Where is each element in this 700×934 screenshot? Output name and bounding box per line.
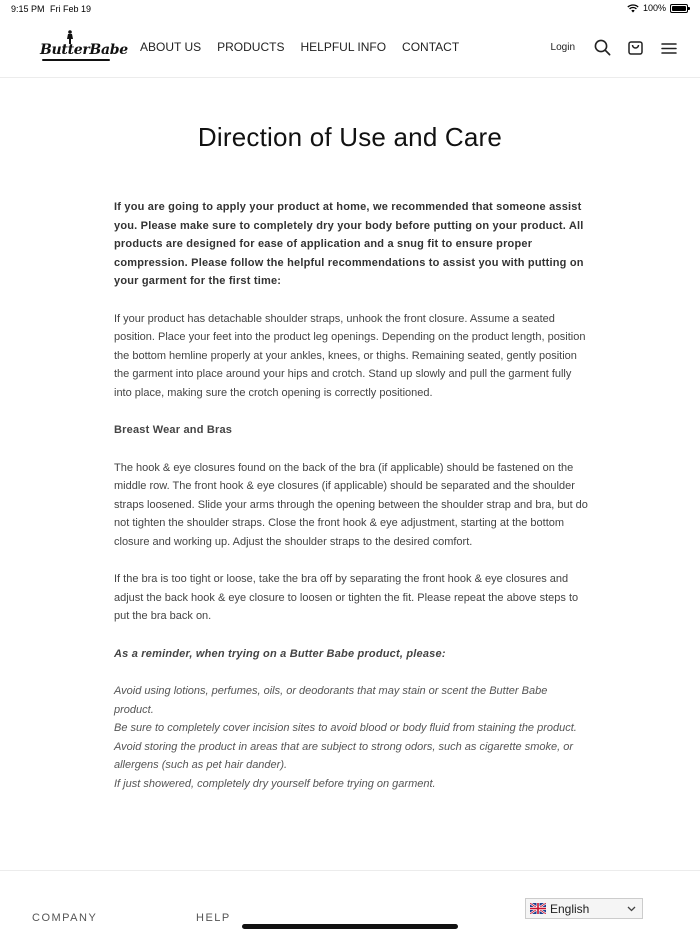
reminder-item: Be sure to completely cover incision sites to avoid blood or body fluid from staining the product.	[114, 722, 577, 734]
header-actions	[551, 38, 678, 57]
menu-icon[interactable]	[659, 38, 678, 57]
logo-text: ButterBabe	[40, 42, 128, 58]
status-date: Fri Feb 19	[50, 4, 92, 14]
nav-about-us[interactable]: ABOUT US	[140, 40, 202, 54]
nav-helpful-info[interactable]: HELPFUL INFO	[300, 40, 387, 54]
status-time: 9:15 PM	[11, 4, 45, 14]
chevron-down-icon	[627, 906, 636, 912]
wifi-icon	[627, 4, 639, 13]
cart-icon[interactable]	[626, 38, 645, 57]
reminder-item: If just showered, completely dry yourself before trying on garment.	[114, 777, 436, 790]
language-selector[interactable]	[525, 898, 643, 919]
reminder-item: Avoid using lotions, perfumes, oils, or deodorants that may stain or scent the Butter Babe product.	[114, 685, 548, 716]
home-indicator[interactable]	[242, 924, 458, 929]
site-header	[0, 18, 700, 78]
page-title: Direction of Use and Care	[197, 122, 503, 152]
page-content	[114, 198, 588, 793]
reminder-item: Avoid storing the product in areas that are subject to strong odors, such as cigarette smoke, or allergens (such as pet hair dander).	[114, 740, 573, 771]
login-link[interactable]: Login	[550, 42, 575, 53]
nav-products[interactable]: PRODUCTS	[217, 40, 285, 54]
uk-flag-icon	[530, 903, 546, 914]
paragraph-1: If your product has detachable shoulder straps, unhook the front closure. Assume a seated position. Place your feet into the product leg openings. Depending on the product length, position the bottom hemline properly at your ankles, knees, or thighs. Remaining seated, gently position the garment into place around your hips and crotch. Stand up slowly and pull the garment fully into place, making sure the crotch opening is correctly positioned.	[114, 312, 586, 399]
status-bar	[0, 0, 700, 18]
footer-divider	[0, 870, 700, 871]
footer-heading-company: COMPANY	[32, 912, 98, 922]
reminder-list	[114, 682, 588, 793]
logo[interactable]	[40, 28, 128, 64]
paragraph-3: If the bra is too tight or loose, take the bra off by separating the front hook & eye closures and adjust the back hook & eye closure to loosen or tighten the fit. Please repeat the above steps to put the bra back on.	[114, 573, 579, 622]
nav-contact[interactable]: CONTACT	[402, 40, 460, 54]
paragraph-2: The hook & eye closures found on the back of the bra (if applicable) should be fastened on the middle row. The front hook & eye closures (if applicable) should be separated and the shoulder straps loosened. Slide your arms through the opening between the shoulder strap and bra, but do not tighten the shoulder straps. Close the front hook & eye adjustment, starting at the bottom closure and working up. Adjust the shoulder straps to the desired comfort.	[114, 461, 588, 548]
footer-heading-help: HELP	[196, 912, 231, 922]
intro-paragraph: If you are going to apply your product at home, we recommended that someone assist you. Please make sure to completely dry your body before putting on your product. All products are designed for ease of application and a snug fit to ensure proper compression. Please follow the helpful recommendations to assist you with putting on your garment for the first time:	[114, 201, 584, 287]
search-icon[interactable]	[593, 38, 612, 57]
reminder-heading: As a reminder, when trying on a Butter Babe product, please:	[114, 647, 446, 660]
logo-underline	[42, 59, 110, 61]
battery-icon	[670, 4, 688, 13]
main-nav	[140, 40, 459, 54]
battery-percent: 100%	[642, 3, 666, 13]
language-label: English	[550, 901, 590, 916]
subheading-breast-wear: Breast Wear and Bras	[114, 424, 233, 436]
status-right	[627, 3, 688, 13]
